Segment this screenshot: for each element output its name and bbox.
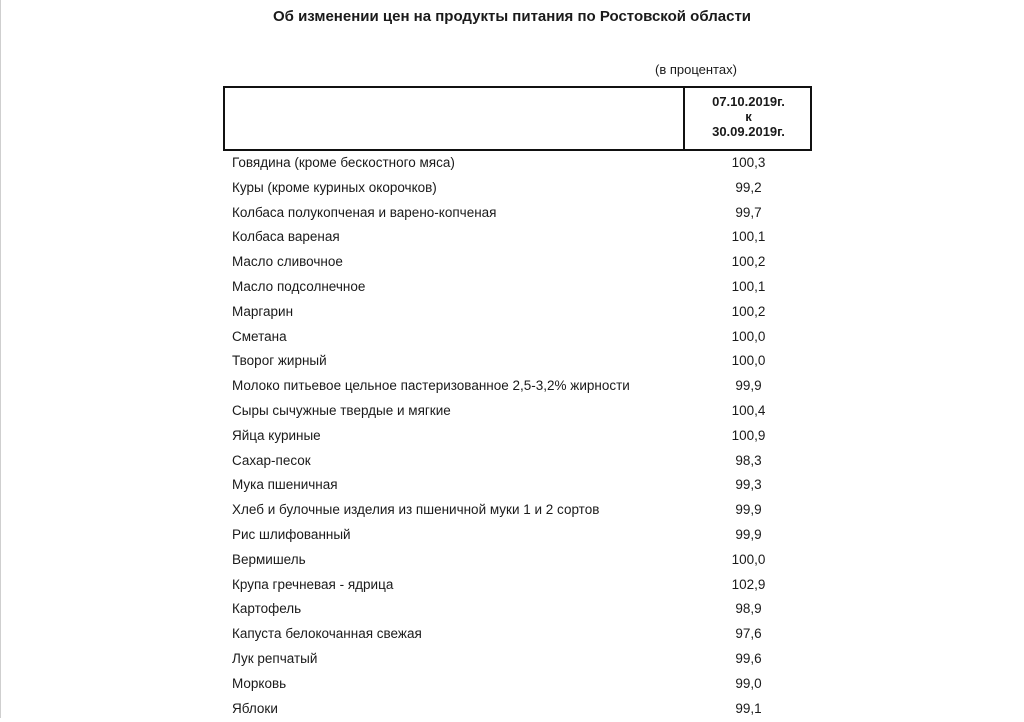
product-name: Молоко питьевое цельное пастеризованное 2,5-3,2% жирности (232, 378, 630, 394)
price-change-value: 100,0 (731, 328, 766, 344)
product-name: Вермишель (232, 551, 306, 567)
price-change-value: 100,9 (731, 427, 766, 443)
table-row (0, 326, 1024, 351)
table-row (0, 152, 1024, 177)
product-name: Хлеб и булочные изделия из пшеничной муки 1 и 2 сортов (232, 502, 600, 518)
table-row (0, 549, 1024, 574)
price-change-value: 100,2 (731, 254, 766, 270)
table-row (0, 350, 1024, 375)
product-name: Лук репчатый (232, 650, 318, 666)
price-change-value: 100,2 (731, 303, 766, 319)
product-name: Колбаса полукопченая и варено-копченая (232, 204, 497, 220)
table-row (0, 400, 1024, 425)
price-change-value: 98,3 (735, 452, 762, 468)
price-change-value: 99,0 (735, 675, 762, 691)
price-change-value: 102,9 (731, 576, 766, 592)
document-title: Об изменении цен на продукты питания по Ростовской области (272, 8, 752, 25)
price-change-value: 99,3 (735, 477, 762, 493)
product-name: Морковь (232, 675, 287, 691)
price-change-value: 98,9 (735, 601, 762, 617)
product-name: Сыры сычужные твердые и мягкие (232, 402, 451, 418)
table-row (0, 524, 1024, 549)
price-change-value: 99,2 (735, 179, 762, 195)
table-row (0, 276, 1024, 301)
product-name: Масло сливочное (232, 254, 343, 270)
table-row (0, 698, 1024, 722)
price-change-value: 99,7 (735, 204, 762, 220)
product-name: Сметана (232, 328, 287, 344)
header-period-line3: 30.09.2019г. (712, 124, 785, 139)
table-row (0, 623, 1024, 648)
header-period-cell (685, 94, 812, 139)
product-name: Яйца куриные (232, 427, 321, 443)
product-name: Крупа гречневая - ядрица (232, 576, 394, 592)
product-name: Картофель (232, 601, 302, 617)
header-period-line1: 07.10.2019г. (712, 94, 785, 109)
product-name: Куры (кроме куриных окорочков) (232, 179, 437, 195)
price-change-value: 99,6 (735, 650, 762, 666)
header-period-line2: к (745, 109, 752, 124)
table-row (0, 648, 1024, 673)
price-change-value: 100,0 (731, 551, 766, 567)
table-row (0, 499, 1024, 524)
price-change-value: 97,6 (735, 626, 762, 642)
price-change-value: 99,1 (735, 700, 762, 716)
table-row (0, 375, 1024, 400)
table-body (0, 152, 1024, 722)
table-row (0, 177, 1024, 202)
price-change-value: 99,9 (735, 378, 762, 394)
price-change-value: 99,9 (735, 526, 762, 542)
product-name: Мука пшеничная (232, 477, 338, 493)
product-name: Масло подсолнечное (232, 278, 366, 294)
product-name: Рис шлифованный (232, 526, 351, 542)
table-row (0, 301, 1024, 326)
table-row (0, 226, 1024, 251)
product-name: Маргарин (232, 303, 294, 319)
price-change-value: 100,1 (731, 229, 766, 245)
table-row (0, 474, 1024, 499)
product-name: Говядина (кроме бескостного мяса) (232, 155, 455, 170)
table-row (0, 673, 1024, 698)
price-change-value: 100,4 (731, 402, 766, 418)
product-name: Колбаса вареная (232, 229, 340, 245)
table-row (0, 574, 1024, 599)
table-row (0, 202, 1024, 227)
table-row (0, 251, 1024, 276)
table-header (223, 86, 812, 151)
product-name: Творог жирный (232, 353, 327, 369)
table-row (0, 450, 1024, 475)
unit-note: (в процентах) (655, 62, 737, 77)
product-name: Капуста белокочанная свежая (232, 626, 422, 642)
price-change-value: 100,1 (731, 278, 766, 294)
product-name: Сахар-песок (232, 452, 311, 468)
product-name: Яблоки (232, 700, 278, 716)
table-row (0, 425, 1024, 450)
price-change-value: 100,0 (731, 353, 766, 369)
price-change-value: 100,3 (731, 155, 766, 170)
table-row (0, 598, 1024, 623)
price-change-value: 99,9 (735, 502, 762, 518)
